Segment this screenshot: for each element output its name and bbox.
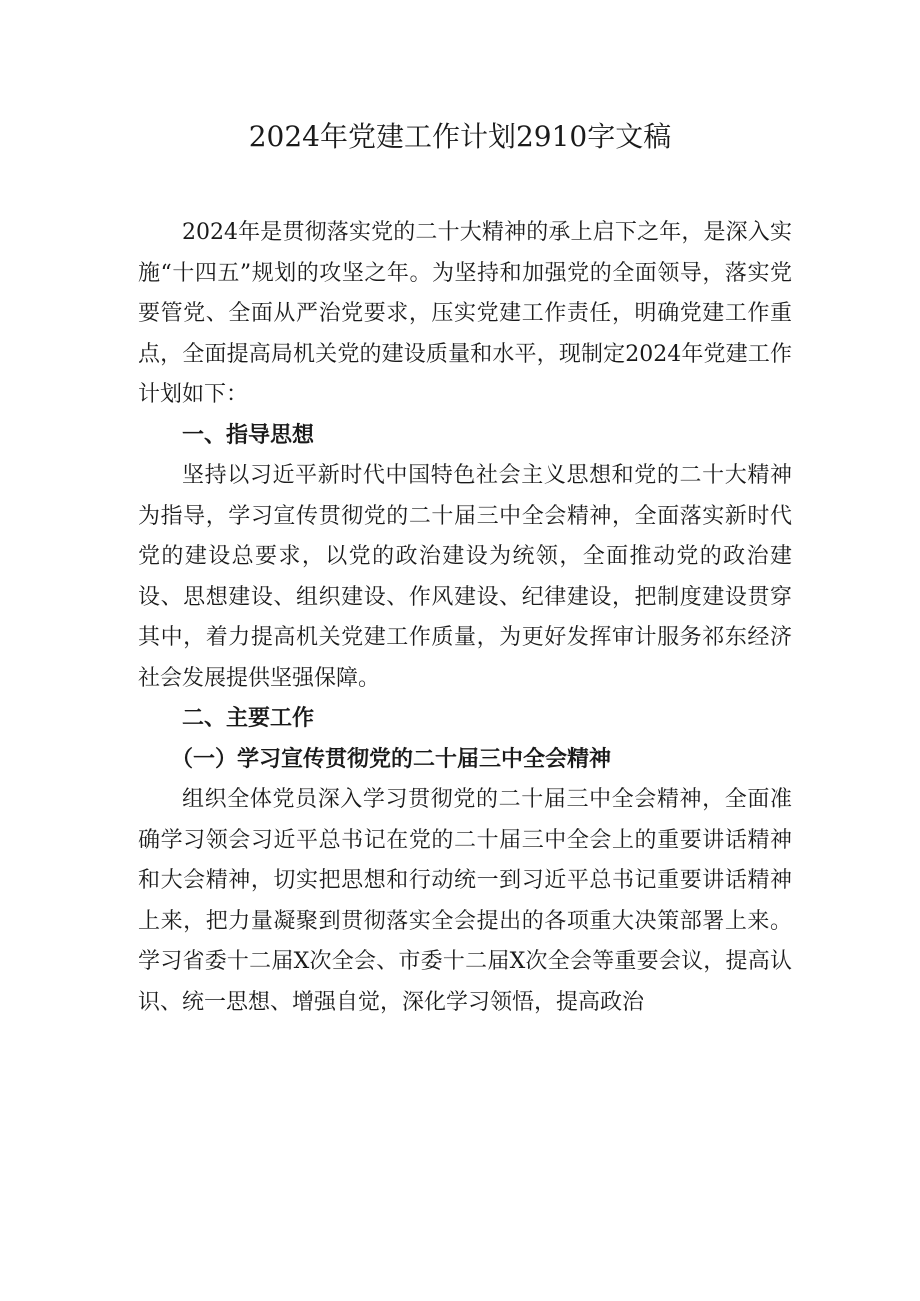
study-plenum-paragraph: 组织全体党员深入学习贯彻党的二十届三中全会精神，全面准确学习领会习近平总书记在党的二十届三中全会上的重要讲话精神和大会精神，切实把思想和行动统一到习近平总书记重要讲话精神上来，把力量凝聚到贯彻落实全会提出的各项重大决策部署上来。学习省委十二届X次全会、市委十二届X次全会等重要会议，提高认识、统一思想、增强自觉，深化学习领悟，提高政治 xyxy=(138,787,792,1015)
document-body xyxy=(138,213,792,1023)
subsection-heading-study-plenum: （一）学习宣传贯彻党的二十届三中全会精神 xyxy=(171,746,612,772)
section-heading-guiding-ideology: 一、指导思想 xyxy=(182,422,315,448)
section-heading-main-work: 二、主要工作 xyxy=(182,706,315,731)
intro-paragraph: 2024年是贯彻落实党的二十大精神的承上启下之年，是深入实施“十四五”规划的攻坚之年。为坚持和加强党的全面领导，落实党要管党、全面从严治党要求，压实党建工作责任，明确党建工作重点，全面提高局机关党的建设质量和水平，现制定2024年党建工作计划如下： xyxy=(138,220,792,407)
guiding-ideology-paragraph: 坚持以习近平新时代中国特色社会主义思想和党的二十大精神为指导，学习宣传贯彻党的二十届三中全会精神，全面落实新时代党的建设总要求，以党的政治建设为统领，全面推动党的政治建设、思想建设、组织建设、作风建设、纪律建设，把制度建设贯穿其中，着力提高机关党建工作质量，为更好发挥审计服务祁东经济社会发展提供坚强保障。 xyxy=(138,463,792,691)
document-title: 2024年党建工作计划2910字文稿 xyxy=(248,120,672,153)
